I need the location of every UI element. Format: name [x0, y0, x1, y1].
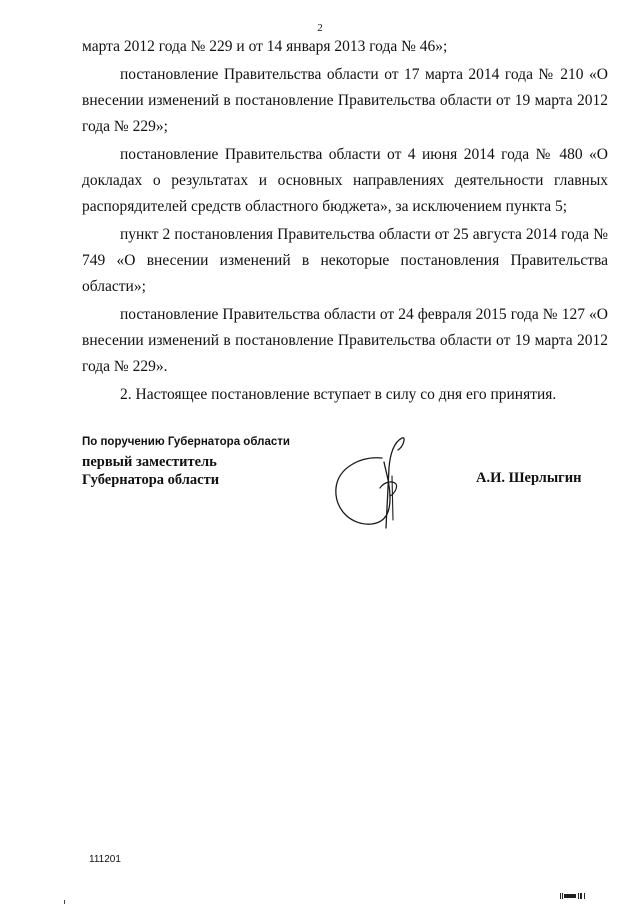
page-number: 2: [317, 22, 323, 34]
handwritten-signature-icon: [320, 428, 420, 538]
signature-position-line2: Губернатора области: [82, 472, 220, 488]
document-code: 111201: [89, 854, 121, 865]
signature-position-line1: первый заместитель: [82, 454, 217, 470]
paragraph-resolution-210: постановление Правительства области от 17 марта 2014 года № 210 «О внесении изменений в постановление Правительства области от 19 марта 2012 года № 229»;: [82, 66, 608, 135]
paragraph-continuation: марта 2012 года № 229 и от 14 января 2013 года № 46»;: [82, 38, 448, 55]
paragraph-resolution-749: пункт 2 постановления Правительства области от 25 августа 2014 года № 749 «О внесении изменений в некоторые постановления Правительства области»;: [82, 226, 608, 295]
paragraph-effective-date: 2. Настоящее постановление вступает в силу со дня его принятия.: [120, 386, 557, 403]
paragraph-resolution-480: постановление Правительства области от 4 июня 2014 года № 480 «О докладах о результатах и основных направлениях деятельности главных распорядителей средств областного бюджета», за исключением пункта 5;: [82, 146, 608, 215]
paragraph-resolution-127: постановление Правительства области от 24 февраля 2015 года № 127 «О внесении изменений в постановление Правительства области от 19 марта 2012 года № 229».: [82, 306, 608, 375]
signature-authority-line: По поручению Губернатора области: [82, 436, 290, 448]
scan-mark: [64, 900, 65, 904]
signer-name: А.И. Шерлыгин: [476, 470, 582, 486]
document-body: [82, 34, 608, 410]
barcode-icon: [560, 893, 590, 899]
